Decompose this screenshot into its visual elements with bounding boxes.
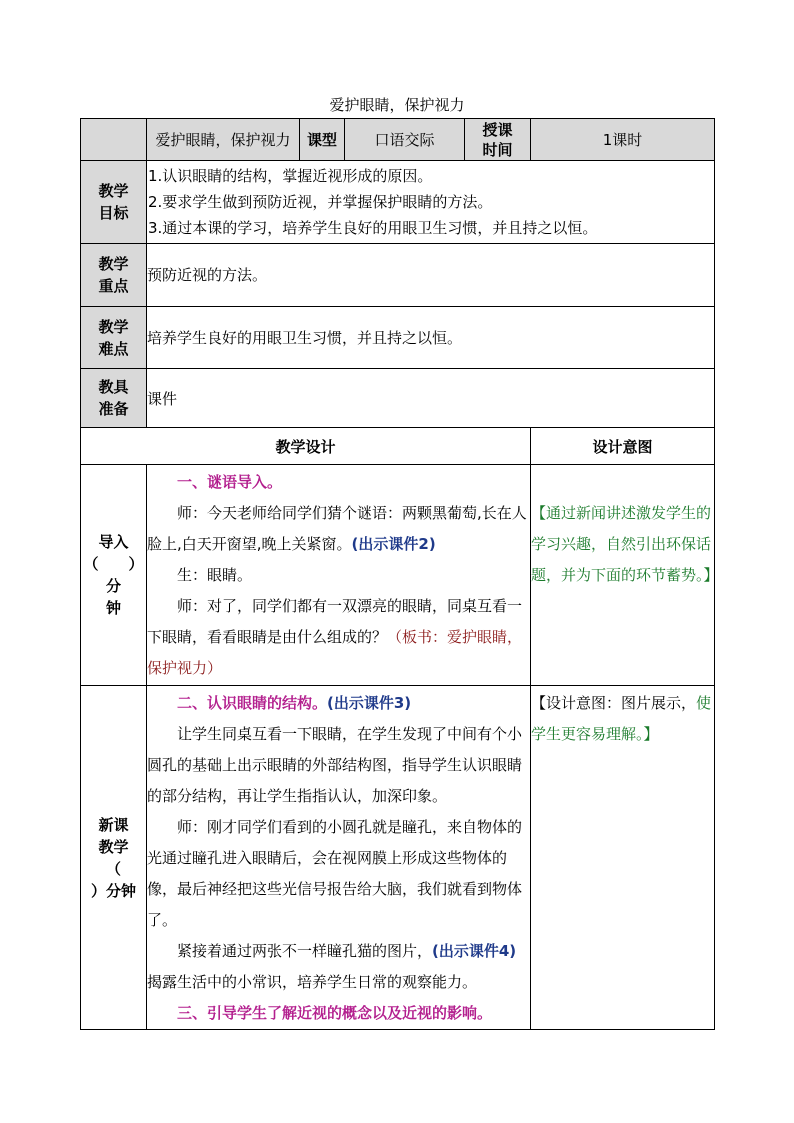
newlesson-stage-line3: （ xyxy=(105,859,121,878)
goals-label-line2: 目标 xyxy=(98,204,129,222)
header-row xyxy=(81,119,715,161)
difficulty-label xyxy=(81,307,147,369)
newlesson-stage-line1: 新课 xyxy=(98,815,129,834)
goal-item: 1.认识眼睛的结构，掌握近视形成的原因。 xyxy=(148,167,433,185)
type-label: 课型 xyxy=(300,119,345,161)
goals-label-line1: 教学 xyxy=(98,182,129,200)
tools-label-line2: 准备 xyxy=(98,400,129,418)
goals-row xyxy=(81,161,715,244)
newlesson-intent-prefix: 【设计意图：图片展示， xyxy=(531,694,697,712)
intro-paragraph: 师：今天老师给同学们猜个谜语：两颗黑葡萄,长在人脸上,白天开窗望,晚上关紧窗。 xyxy=(147,504,527,553)
intro-heading: 一、谜语导入。 xyxy=(177,473,283,491)
focus-label xyxy=(81,244,147,307)
board-note: （板书：爱护眼睛，保护视力） xyxy=(147,628,523,677)
newlesson-stage-line2: 教学 xyxy=(98,837,129,856)
newlesson-heading-3: 三、引导学生了解近视的概念以及近视的影响。 xyxy=(177,1004,493,1022)
goal-item: 3.通过本课的学习，培养学生良好的用眼卫生习惯，并且持之以恒。 xyxy=(148,219,598,237)
newlesson-paragraph: 让学生同桌互看一下眼睛，在学生发现了中间有个小圆孔的基础上出示眼睛的外部结构图，指导学生认识眼睛的部分结构，再让学生指指认认，加深印象。 xyxy=(147,725,523,805)
focus-label-line1: 教学 xyxy=(98,255,129,273)
type-value: 口语交际 xyxy=(345,119,465,161)
tools-label xyxy=(81,369,147,428)
focus-label-line2: 重点 xyxy=(98,277,129,295)
tools-content: 课件 xyxy=(147,369,715,428)
goal-item: 2.要求学生做到预防近视，并掌握保护眼睛的方法。 xyxy=(148,193,493,211)
intro-content xyxy=(147,465,531,686)
newlesson-stage-line4: ）分钟 xyxy=(90,881,136,900)
tools-label-line1: 教具 xyxy=(98,378,129,396)
newlesson-paragraph: 紧接着通过两张不一样瞳孔猫的图片， xyxy=(177,942,433,960)
intro-stage-line3: 钟 xyxy=(105,599,121,617)
difficulty-label-line2: 难点 xyxy=(98,339,129,358)
courseware-cue: (出示课件2) xyxy=(351,535,436,553)
lesson-plan-table xyxy=(80,118,719,1030)
intent-column-heading: 设计意图 xyxy=(531,428,715,465)
courseware-cue: (出示课件3) xyxy=(327,694,412,712)
goals-content xyxy=(147,161,715,244)
intro-paragraph: 师：对了，同学们都有一双漂亮的眼睛，同桌互看一下眼睛，看看眼睛是由什么组成的？ xyxy=(147,597,523,646)
tools-row xyxy=(81,369,715,428)
hours-label xyxy=(465,119,531,161)
lesson-name: 爱护眼睛，保护视力 xyxy=(147,119,300,161)
newlesson-intent-rest: 使学生更容易理解。】 xyxy=(531,694,712,743)
design-header-row xyxy=(81,428,715,465)
difficulty-row xyxy=(81,307,715,369)
goals-label xyxy=(81,161,147,244)
intro-stage-line2: （ ）分 xyxy=(83,555,144,595)
intro-stage-label xyxy=(81,465,147,686)
intro-stage-line1: 导入 xyxy=(98,533,129,551)
newlesson-paragraph-rest: 揭露生活中的小常识，培养学生日常的观察能力。 xyxy=(147,973,478,991)
newlesson-row xyxy=(81,686,715,1030)
design-column-heading: 教学设计 xyxy=(81,428,531,465)
courseware-cue: (出示课件4) xyxy=(432,942,517,960)
focus-content: 预防近视的方法。 xyxy=(147,244,715,307)
intro-intent xyxy=(531,465,719,686)
newlesson-intent xyxy=(531,686,715,1030)
hours-label-line2: 时间 xyxy=(482,140,513,159)
newlesson-stage-label xyxy=(81,686,147,1030)
document-title: 爱护眼睛，保护视力 xyxy=(329,96,465,114)
intro-row xyxy=(81,465,715,686)
difficulty-label-line1: 教学 xyxy=(98,317,129,336)
intro-paragraph: 生：眼睛。 xyxy=(177,566,253,584)
newlesson-paragraph: 师：刚才同学们看到的小圆孔就是瞳孔，来自物体的光通过瞳孔进入眼睛后，会在视网膜上形成这些物体的像，最后神经把这些光信号报告给大脑，我们就看到物体了。 xyxy=(147,818,523,929)
intro-intent-text: 【通过新闻讲述激发学生的学习兴趣，自然引出环保话题，并为下面的环节蓄势。】 xyxy=(531,504,719,584)
hours-value: 1课时 xyxy=(531,119,715,161)
difficulty-content: 培养学生良好的用眼卫生习惯，并且持之以恒。 xyxy=(147,307,715,369)
header-blank-cell xyxy=(81,119,147,161)
newlesson-content xyxy=(147,686,531,1030)
hours-label-line1: 授课 xyxy=(482,120,513,139)
focus-row xyxy=(81,244,715,307)
newlesson-heading: 二、认识眼睛的结构。 xyxy=(177,694,328,712)
